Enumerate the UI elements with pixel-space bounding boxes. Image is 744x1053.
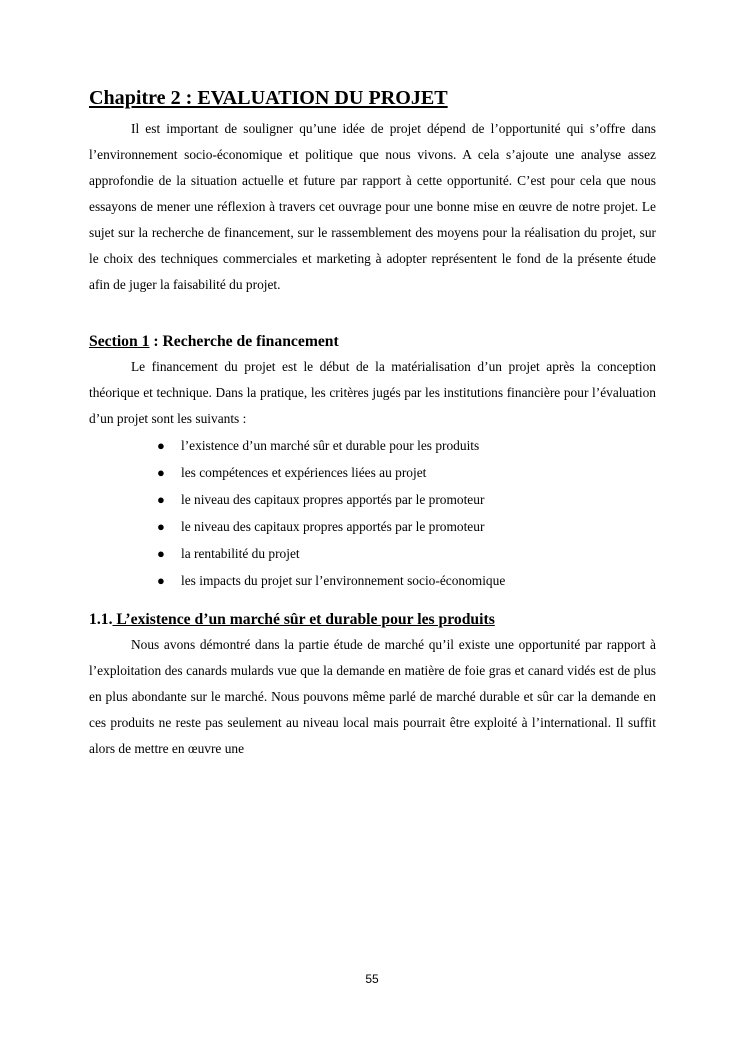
list-item bbox=[157, 513, 656, 540]
criteria-list bbox=[89, 432, 656, 594]
criteria-item-text: les impacts du projet sur l’environnement socio-économique bbox=[181, 573, 506, 588]
criteria-item-text: l’existence d’un marché sûr et durable pour les produits bbox=[181, 438, 480, 453]
criteria-item-text: la rentabilité du projet bbox=[181, 546, 300, 561]
subsection-1-1-title: L’existence d’un marché sûr et durable pour les produits bbox=[112, 611, 495, 628]
criteria-item-text: le niveau des capitaux propres apportés par le promoteur bbox=[181, 519, 485, 534]
bullet-icon: ● bbox=[157, 546, 165, 561]
list-item bbox=[157, 567, 656, 594]
chapter-intro-paragraph: Il est important de souligner qu’une idée de projet dépend de l’opportunité qui s’offre dans l’environnement socio-économique et politique que nous vivons. A cela s’ajoute une analyse assez approfondie de la situation actuelle et future par rapport à cette opportunité. C’est pour cela que nous essayons de mener une réflexion à travers cet ouvrage pour une bonne mise en œuvre de notre projet. Le sujet sur la recherche de financement, sur le rassemblement des moyens pour la réalisation du projet, sur le choix des techniques commerciales et marketing à adopter représentent le fond de la présente étude afin de juger la faisabilité du projet. bbox=[89, 121, 656, 292]
bullet-icon: ● bbox=[157, 519, 165, 534]
document-page bbox=[89, 86, 656, 762]
list-item bbox=[157, 540, 656, 567]
page-number: 55 bbox=[365, 972, 379, 986]
bullet-icon: ● bbox=[157, 492, 165, 507]
section-1-heading bbox=[89, 330, 656, 354]
subsection-1-1-paragraph: Nous avons démontré dans la partie étude de marché qu’il existe une opportunité par rapport à l’exploitation des canards mulards vue que la demande en matière de foie gras et canard vidés est de plus en plus abondante sur le marché. Nous pouvons même parlé de marché durable et sûr car la demande en ces produits ne reste pas seulement au niveau local mais pourrait être exploité à l’international. Il suffit alors de mettre en œuvre une bbox=[89, 637, 656, 756]
subsection-1-1-number: 1.1. bbox=[89, 611, 113, 628]
list-item bbox=[157, 486, 656, 513]
criteria-item-text: les compétences et expériences liées au projet bbox=[181, 465, 427, 480]
list-item bbox=[157, 432, 656, 459]
bullet-icon: ● bbox=[157, 438, 165, 453]
subsection-1-1-heading bbox=[89, 608, 656, 632]
chapter-title: Chapitre 2 : EVALUATION DU PROJET bbox=[89, 87, 448, 109]
bullet-icon: ● bbox=[157, 465, 165, 480]
section-1-intro-paragraph: Le financement du projet est le début de la matérialisation d’un projet après la conception théorique et technique. Dans la pratique, les critères jugés par les institutions financière pour l’évaluation d’un projet sont les suivants : bbox=[89, 359, 656, 426]
section-1-label: Section 1 bbox=[89, 333, 150, 350]
criteria-item-text: le niveau des capitaux propres apportés par le promoteur bbox=[181, 492, 485, 507]
list-item bbox=[157, 459, 656, 486]
section-1-title: : Recherche de financement bbox=[149, 333, 339, 350]
bullet-icon: ● bbox=[157, 573, 165, 588]
